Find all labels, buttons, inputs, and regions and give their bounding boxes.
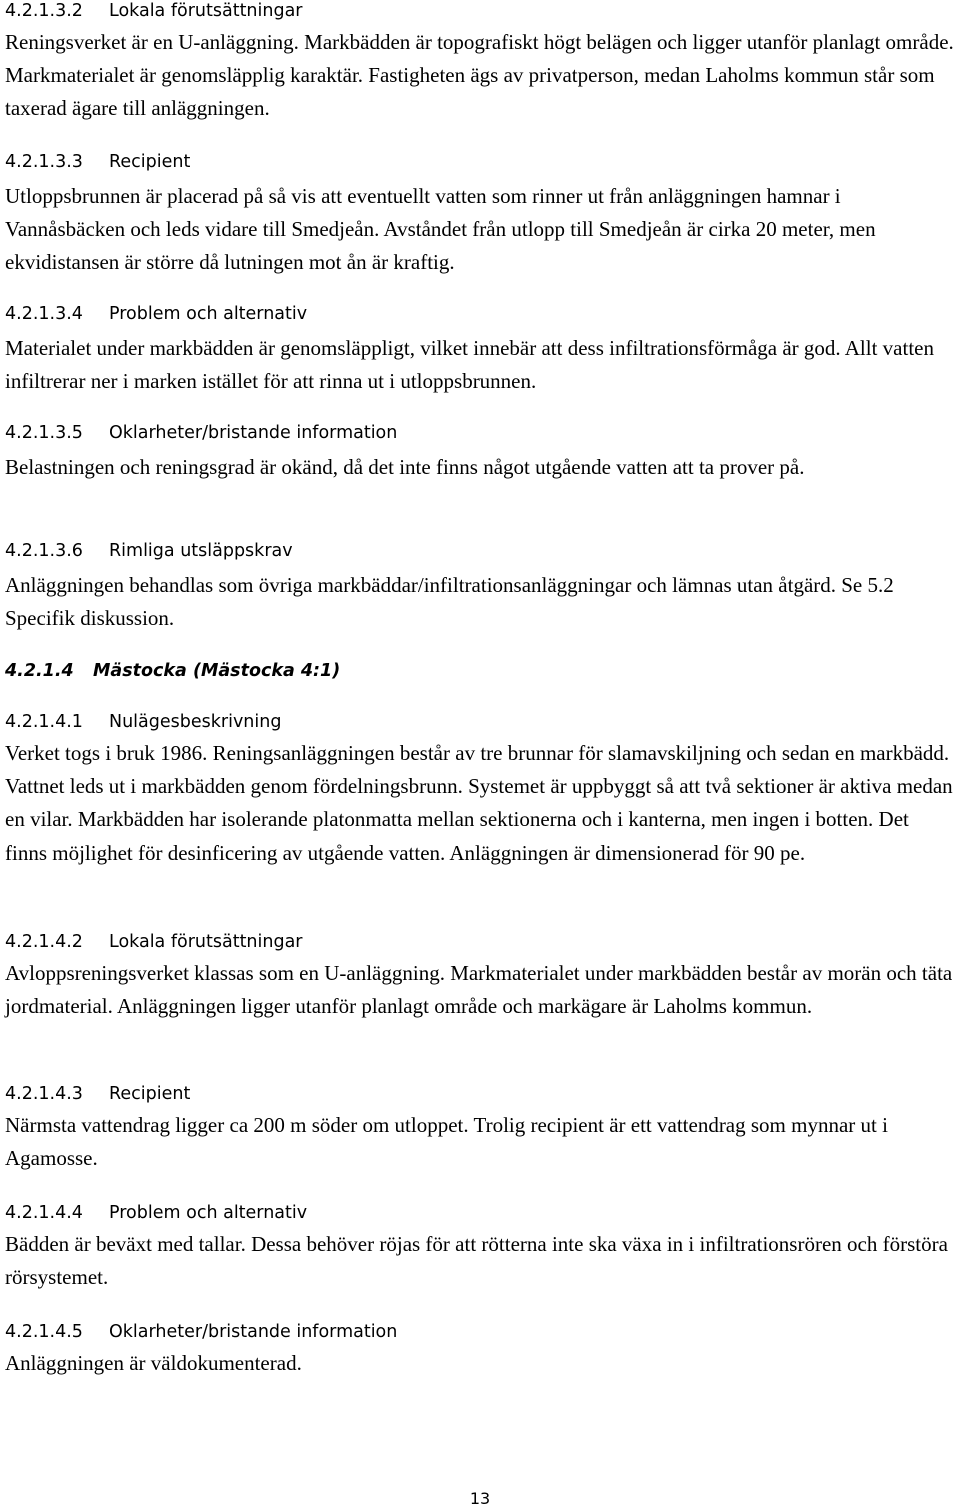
section-body: Verket togs i bruk 1986. Reningsanläggningen består av tre brunnar för slamavskiljning och sedan en markbädd. Vattnet leds ut i markbädden genom fördelningsbrunn. Systemet är uppbyggt så att två sektioner är aktiva medan en vilar. Markbädden har isolerande platonmatta mellan sektionerna och i kanterna, men ingen i botten. Det finns möjlighet för desinficering av utgående vatten. Anläggningen är dimensionerad för 90 pe. (5, 741, 953, 865)
section-4-2-1-4-5 (5, 1321, 955, 1380)
section-number: 4.2.1.4.1 (5, 712, 83, 732)
section-title: Recipient (109, 1084, 191, 1104)
section-4-2-1-4-1 (5, 711, 955, 870)
section-heading (5, 1083, 955, 1105)
section-body: Anläggningen är väldokumenterad. (5, 1351, 302, 1375)
section-number: 4.2.1.4.3 (5, 1084, 83, 1104)
section-4-2-1-4-4 (5, 1202, 955, 1294)
section-4-2-1-3-5 (5, 422, 955, 484)
section-body: Utloppsbrunnen är placerad på så vis att eventuellt vatten som rinner ut från anläggningen hamnar i Vannåsbäcken och leds vidare till Smedjeån. Avståndet från utlopp till Smedjeån är cirka 20 meter, men ekvidistansen är större då lutningen mot ån är kraftig. (5, 184, 876, 275)
section-body: Belastningen och reningsgrad är okänd, då det inte finns något utgående vatten att ta prover på. (5, 455, 805, 479)
section-heading (5, 1202, 955, 1224)
section-title: Oklarheter/bristande information (109, 423, 398, 443)
section-heading (5, 0, 955, 22)
section-number: 4.2.1.3.6 (5, 541, 83, 561)
section-body: Avloppsreningsverket klassas som en U-anläggning. Markmaterialet under markbädden består av morän och täta jordmaterial. Anläggningen ligger utanför planlagt område och markägare är Laholms kommun. (5, 961, 953, 1019)
section-number: 4.2.1.4 (5, 661, 74, 681)
section-number: 4.2.1.4.5 (5, 1322, 83, 1342)
section-number: 4.2.1.3.4 (5, 304, 83, 324)
section-number: 4.2.1.3.2 (5, 1, 83, 21)
section-title: Problem och alternativ (109, 1203, 308, 1223)
page-number: 13 (469, 1489, 491, 1508)
subsection-heading (5, 660, 955, 682)
section-heading (5, 422, 955, 444)
section-4-2-1-3-6 (5, 540, 955, 635)
section-4-2-1-4 (5, 660, 955, 682)
section-body: Anläggningen behandlas som övriga markbäddar/infiltrationsanläggningar och lämnas utan åtgärd. Se 5.2 Specifik diskussion. (5, 573, 894, 631)
section-body: Materialet under markbädden är genomsläppligt, vilket innebär att dess infiltrationsförmåga är god. Allt vatten infiltrerar ner i marken istället för att rinna ut i utloppsbrunnen. (5, 336, 934, 394)
section-heading (5, 303, 955, 325)
section-heading (5, 151, 955, 173)
section-title: Rimliga utsläppskrav (109, 541, 293, 561)
section-title: Lokala förutsättningar (109, 1, 303, 21)
section-body: Bädden är beväxt med tallar. Dessa behöver röjas för att rötterna inte ska växa in i infiltrationsrören och förstöra rörsystemet. (5, 1232, 948, 1290)
section-title: Oklarheter/bristande information (109, 1322, 398, 1342)
section-number: 4.2.1.4.2 (5, 932, 83, 952)
section-title: Problem och alternativ (109, 304, 308, 324)
section-4-2-1-3-4 (5, 303, 955, 398)
section-title: Mästocka (Mästocka 4:1) (93, 661, 341, 681)
section-heading (5, 711, 955, 733)
section-title: Recipient (109, 152, 191, 172)
section-4-2-1-4-3 (5, 1083, 955, 1175)
section-title: Lokala förutsättningar (109, 932, 303, 952)
section-number: 4.2.1.3.3 (5, 152, 83, 172)
section-4-2-1-4-2 (5, 931, 955, 1023)
section-body: Reningsverket är en U-anläggning. Markbädden är topografiskt högt belägen och ligger utanför planlagt område. Markmaterialet är genomsläpplig karaktär. Fastigheten ägs av privatperson, medan Laholms kommun står som taxerad ägare till anläggningen. (5, 30, 954, 121)
section-heading (5, 931, 955, 953)
section-heading (5, 540, 955, 562)
section-number: 4.2.1.3.5 (5, 423, 83, 443)
section-heading (5, 1321, 955, 1343)
section-4-2-1-3-3 (5, 151, 955, 280)
section-body: Närmsta vattendrag ligger ca 200 m söder om utloppet. Trolig recipient är ett vattendrag som mynnar ut i Agamosse. (5, 1113, 888, 1171)
section-4-2-1-3-2 (5, 0, 955, 126)
section-title: Nulägesbeskrivning (109, 712, 282, 732)
section-number: 4.2.1.4.4 (5, 1203, 83, 1223)
